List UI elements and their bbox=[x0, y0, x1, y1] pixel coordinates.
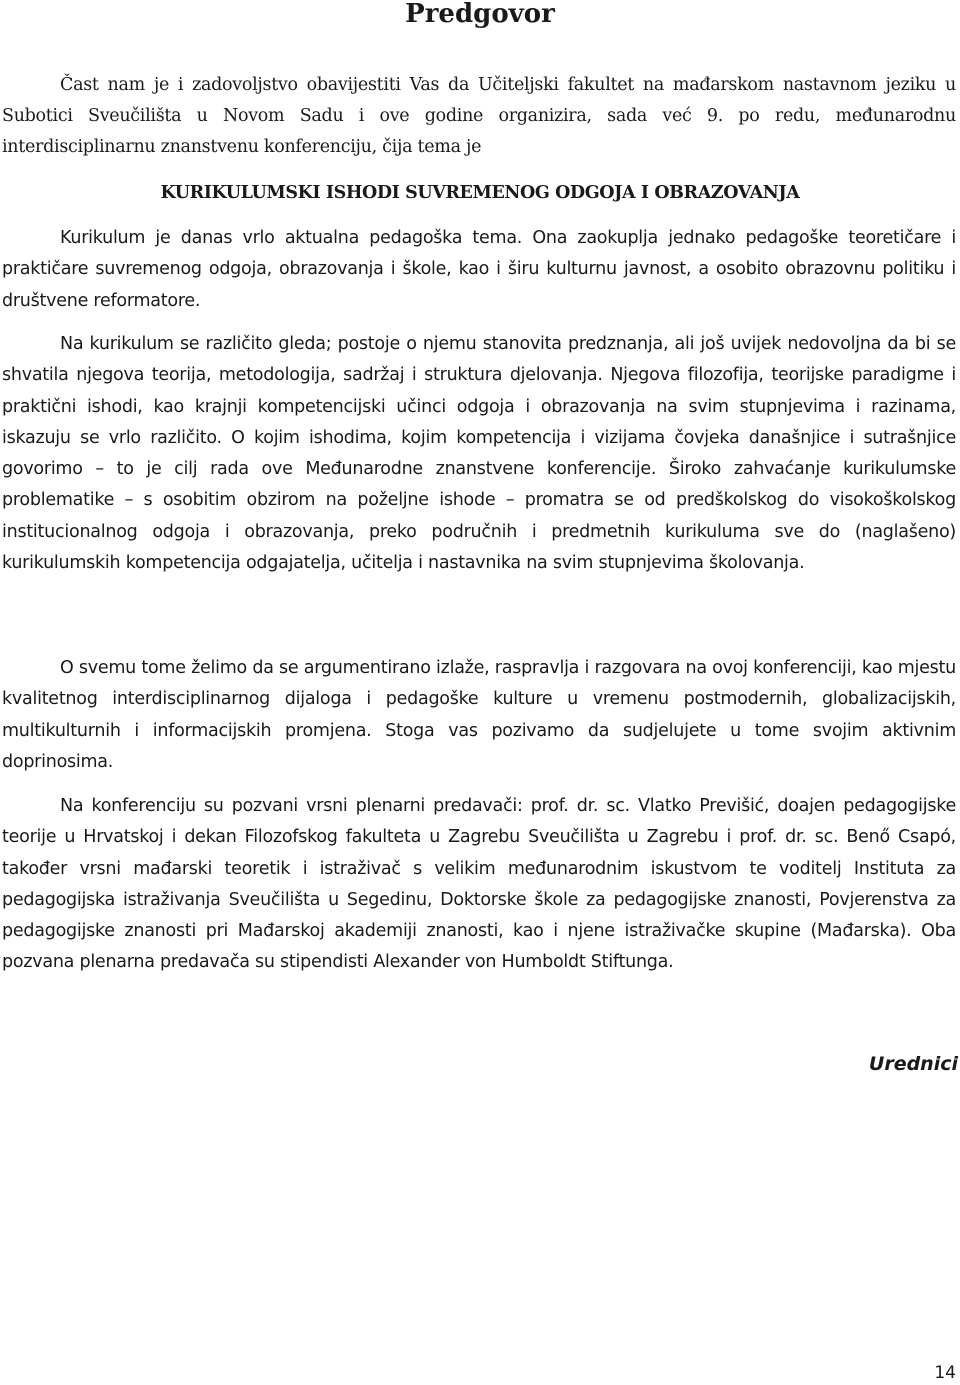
paragraph-conference-dialogue: O svemu tome želimo da se argumentirano izlaže, raspravlja i razgovara na ovoj konferenciji, kao mjestu kvalitetnog interdisciplinarnog dijaloga i pedagoške kulture u vremenu postmodernih, globalizacijskih, multikulturnih i informacijskih promjena. Stoga vas pozivamo da sudjelujete u tome svojim aktivnim doprinosima. bbox=[2, 658, 956, 772]
paragraph-intro: Čast nam je i zadovoljstvo obavijestiti Vas da Učiteljski fakultet na mađarskom nastavnom jeziku u Subotici Sveučilišta u Novom Sadu i ove godine organizira, sada već 9. po redu, međunarodnu interdisciplinarnu znanstvenu konferenciju, čija tema je bbox=[2, 75, 956, 157]
signature: Urednici bbox=[868, 1053, 958, 1075]
paragraph-curriculum-views: Na kurikulum se različito gleda; postoje o njemu stanovita predznanja, ali još uvijek nedovoljna da bi se shvatila njegova teorija, metodologija, sadržaj i struktura djelovanja. Njegova filozofija, teorijske paradigme i praktični ishodi, kao krajnji kompetencijski učinci odgoja i obrazovanja na svim stupnjevima i razinama, iskazuju se vrlo različito. O kojim ishodima, kojim kompetencija i vizijama čovjeka današnjice i sutrašnjice govorimo – to je cilj rada ove Međunarodne znanstvene konferencije. Široko zahvaćanje kurikulumske problematike – s osobitim obzirom na poželjne ishode – promatra se od predškolskog do visokoškolskog institucionalnog odgoja i obrazovanja, preko područnih i predmetnih kurikuluma sve do (naglašeno) kurikulumskih kompetencija odgajatelja, učitelja i nastavnika na svim stupnjevima školovanja. bbox=[2, 334, 956, 574]
page-title: Predgovor bbox=[405, 0, 555, 29]
paragraph-curriculum-topic: Kurikulum je danas vrlo aktualna pedagoška tema. Ona zaokuplja jednako pedagoške teoretičare i praktičare suvremenog odgoja, obrazovanja i škole, kao i širu kulturnu javnost, a osobito obrazovnu politiku i društvene reformatore. bbox=[2, 228, 956, 311]
paragraph-plenary-speakers: Na konferenciju su pozvani vrsni plenarni predavači: prof. dr. sc. Vlatko Previšić, doajen pedagogijske teorije u Hrvatskoj i dekan Filozofskog fakulteta u Zagrebu Sveučilišta u Zagrebu i prof. dr. sc. Benő Csapó, također vrsni mađarski teoretik i istraživač s velikim međunarodnim iskustvom te voditelj Instituta za pedagogijska istraživanja Sveučilišta u Segedinu, Doktorske škole za pedagogijske znanosti, Povjerenstva za pedagogijske znanosti pri Mađarskoj akademiji znanosti, kao i njene istraživačke skupine (Mađarska). Oba pozvana plenarna predavača su stipendisti Alexander von Humboldt Stiftunga. bbox=[2, 796, 956, 973]
page-number: 14 bbox=[934, 1363, 956, 1383]
conference-theme-heading: KURIKULUMSKI ISHODI SUVREMENOG ODGOJA I OBRAZOVANJA bbox=[160, 183, 800, 203]
